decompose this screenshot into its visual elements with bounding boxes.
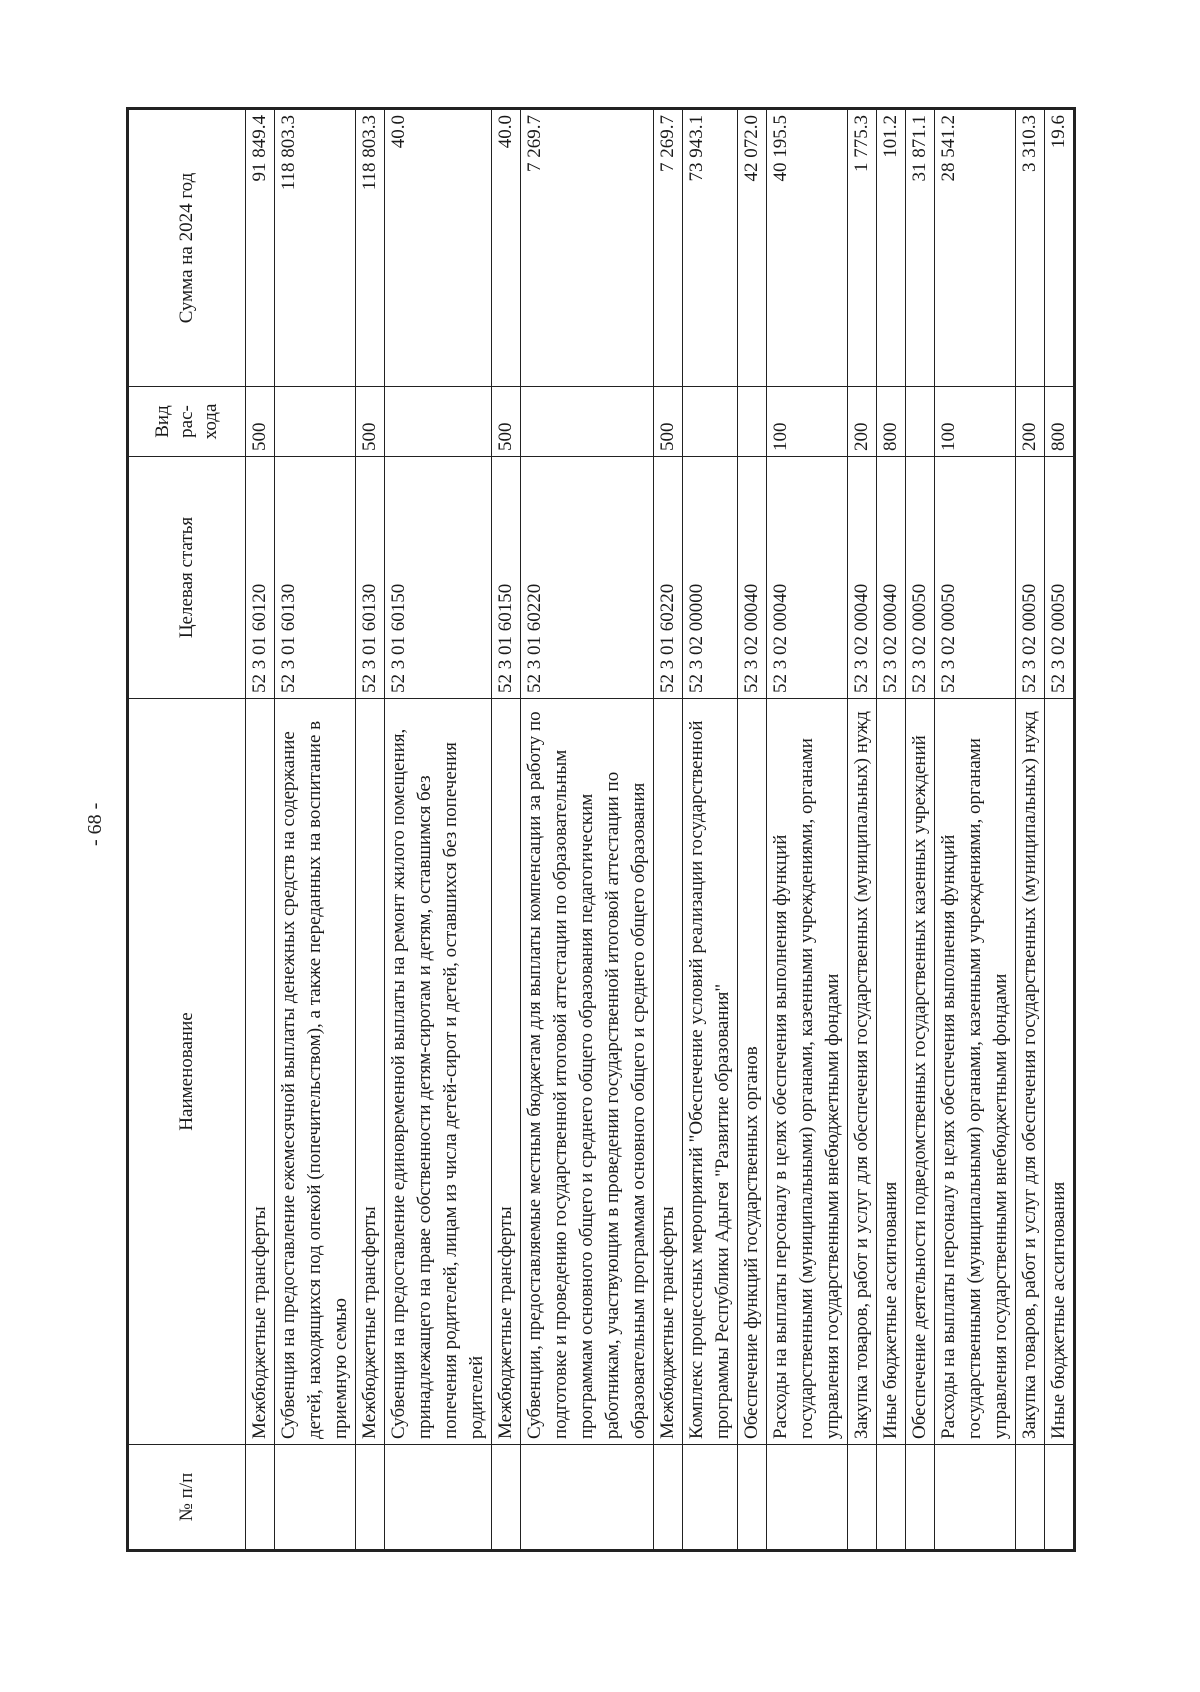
cell-sum: 28 541.2 xyxy=(935,109,1016,387)
table-row xyxy=(906,109,935,1551)
cell-sum: 7 269.7 xyxy=(654,109,683,387)
cell-target: 52 3 02 00040 xyxy=(767,457,848,699)
cell-num xyxy=(1045,1445,1075,1551)
cell-sum: 42 072.0 xyxy=(738,109,767,387)
cell-target: 52 3 01 60150 xyxy=(492,457,521,699)
header-sum: Сумма на 2024 год xyxy=(128,109,246,387)
table-row xyxy=(521,109,654,1551)
cell-name: Субвенция на предоставление единовременной выплаты на ремонт жилого помещения, принадлежащего на праве собственности детям-сиротам и детям, оставшимся без попечения родителей, лицам из числа детей-сирот и детей, оставшихся без попечения родителей xyxy=(385,699,492,1445)
table-row xyxy=(1045,109,1075,1551)
cell-num xyxy=(385,1445,492,1551)
cell-num xyxy=(356,1445,385,1551)
cell-vid: 800 xyxy=(877,387,906,457)
cell-num xyxy=(848,1445,877,1551)
cell-num xyxy=(935,1445,1016,1551)
cell-sum: 118 803.3 xyxy=(356,109,385,387)
table-row xyxy=(767,109,848,1551)
cell-target: 52 3 02 00050 xyxy=(1045,457,1075,699)
table-row xyxy=(246,109,275,1551)
cell-name: Закупка товаров, работ и услуг для обеспечения государственных (муниципальных) нужд xyxy=(1016,699,1045,1445)
cell-vid: 500 xyxy=(492,387,521,457)
table-row xyxy=(1016,109,1045,1551)
cell-sum: 19.6 xyxy=(1045,109,1075,387)
cell-name: Субвенции, предоставляемые местным бюджетам для выплаты компенсации за работу по подготовке и проведению государственной итоговой аттестации по образовательным программам основного общего и среднего общего образования педагогическим работникам, участвующим в проведении государственной итоговой аттестации по образовательным программам основного общего и среднего общего образования xyxy=(521,699,654,1445)
cell-num xyxy=(492,1445,521,1551)
cell-target: 52 3 01 60120 xyxy=(246,457,275,699)
cell-sum: 91 849.4 xyxy=(246,109,275,387)
cell-vid xyxy=(385,387,492,457)
cell-target: 52 3 01 60220 xyxy=(521,457,654,699)
cell-target: 52 3 01 60130 xyxy=(356,457,385,699)
cell-sum: 40.0 xyxy=(492,109,521,387)
cell-name: Межбюджетные трансферты xyxy=(356,699,385,1445)
cell-vid xyxy=(738,387,767,457)
cell-name: Межбюджетные трансферты xyxy=(492,699,521,1445)
table-row xyxy=(356,109,385,1551)
table-row xyxy=(654,109,683,1551)
table-row xyxy=(877,109,906,1551)
cell-name: Субвенция на предоставление ежемесячной выплаты денежных средств на содержание детей, находящихся под опекой (попечительством), а также переданных на воспитание в приемную семью xyxy=(275,699,356,1445)
cell-name: Обеспечение функций государственных органов xyxy=(738,699,767,1445)
table-row xyxy=(492,109,521,1551)
cell-sum: 40.0 xyxy=(385,109,492,387)
budget-table xyxy=(126,107,1076,1552)
cell-sum: 101.2 xyxy=(877,109,906,387)
cell-num xyxy=(1016,1445,1045,1551)
cell-name: Расходы на выплаты персоналу в целях обеспечения выполнения функций государственными (муниципальными) органами, казенными учреждениями, органами управления государственными внебюджетными фондами xyxy=(767,699,848,1445)
cell-num xyxy=(683,1445,738,1551)
cell-name: Иные бюджетные ассигнования xyxy=(877,699,906,1445)
header-vid: Вид рас-хода xyxy=(128,387,246,457)
cell-num xyxy=(275,1445,356,1551)
cell-target: 52 3 02 00040 xyxy=(738,457,767,699)
cell-vid: 100 xyxy=(935,387,1016,457)
table-body xyxy=(246,109,1075,1551)
cell-name: Закупка товаров, работ и услуг для обеспечения государственных (муниципальных) нужд xyxy=(848,699,877,1445)
table-row xyxy=(848,109,877,1551)
cell-sum: 73 943.1 xyxy=(683,109,738,387)
cell-sum: 40 195.5 xyxy=(767,109,848,387)
header-name: Наименование xyxy=(128,699,246,1445)
cell-target: 52 3 02 00050 xyxy=(935,457,1016,699)
cell-vid: 500 xyxy=(654,387,683,457)
cell-sum: 1 775.3 xyxy=(848,109,877,387)
cell-target: 52 3 01 60220 xyxy=(654,457,683,699)
cell-vid: 100 xyxy=(767,387,848,457)
cell-target: 52 3 01 60150 xyxy=(385,457,492,699)
cell-target: 52 3 01 60130 xyxy=(275,457,356,699)
cell-vid xyxy=(521,387,654,457)
cell-sum: 118 803.3 xyxy=(275,109,356,387)
page-number: - 68 - xyxy=(84,802,106,846)
cell-num xyxy=(654,1445,683,1551)
cell-vid: 500 xyxy=(246,387,275,457)
cell-num xyxy=(877,1445,906,1551)
table-header-row xyxy=(128,109,246,1551)
cell-num xyxy=(521,1445,654,1551)
header-target: Целевая статья xyxy=(128,457,246,699)
cell-vid xyxy=(683,387,738,457)
cell-vid: 800 xyxy=(1045,387,1075,457)
header-num: № п/п xyxy=(128,1445,246,1551)
cell-vid xyxy=(275,387,356,457)
table-row xyxy=(683,109,738,1551)
table-row xyxy=(275,109,356,1551)
cell-name: Иные бюджетные ассигнования xyxy=(1045,699,1075,1445)
cell-target: 52 3 02 00040 xyxy=(848,457,877,699)
cell-sum: 31 871.1 xyxy=(906,109,935,387)
cell-target: 52 3 02 00040 xyxy=(877,457,906,699)
cell-sum: 7 269.7 xyxy=(521,109,654,387)
cell-target: 52 3 02 00050 xyxy=(906,457,935,699)
cell-name: Межбюджетные трансферты xyxy=(246,699,275,1445)
cell-name: Расходы на выплаты персоналу в целях обеспечения выполнения функций государственными (муниципальными) органами, казенными учреждениями, органами управления государственными внебюджетными фондами xyxy=(935,699,1016,1445)
table-row xyxy=(935,109,1016,1551)
cell-vid: 200 xyxy=(848,387,877,457)
cell-num xyxy=(246,1445,275,1551)
cell-num xyxy=(738,1445,767,1551)
cell-num xyxy=(906,1445,935,1551)
cell-name: Межбюджетные трансферты xyxy=(654,699,683,1445)
cell-sum: 3 310.3 xyxy=(1016,109,1045,387)
rotated-page xyxy=(126,110,1200,1552)
cell-num xyxy=(767,1445,848,1551)
table-row xyxy=(385,109,492,1551)
cell-vid: 200 xyxy=(1016,387,1045,457)
cell-target: 52 3 02 00050 xyxy=(1016,457,1045,699)
cell-vid xyxy=(906,387,935,457)
cell-name: Обеспечение деятельности подведомственных государственных казенных учреждений xyxy=(906,699,935,1445)
table-row xyxy=(738,109,767,1551)
cell-target: 52 3 02 00000 xyxy=(683,457,738,699)
cell-vid: 500 xyxy=(356,387,385,457)
cell-name: Комплекс процессных мероприятий "Обеспечение условий реализации государственной программы Республики Адыгея "Развитие образования" xyxy=(683,699,738,1445)
